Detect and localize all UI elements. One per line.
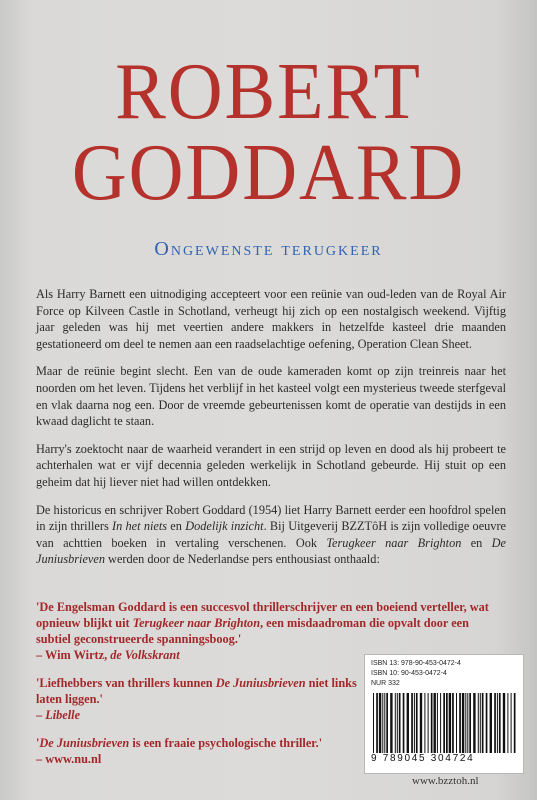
barcode-bar [462,693,464,753]
blurb-paragraph-3: Harry's zoektocht naar de waarheid verandert in een strijd op leven en dood als hij probeert te achterhalen wat er vijf decennia geleden werkelijk in Schotland gebeurde. Hij stuit op een geheim dat hij liever niet had willen ontdekken. [36,441,506,489]
review-source: – Libelle [36,708,81,722]
barcode-bar [497,693,498,753]
isbn-13: ISBN 13: 978-90-453-0472-4 [371,660,461,667]
review-quote-1: 'De Engelsman Goddard is een succesvol thrillerschrijver en een boeiend verteller, wat opnieuw blijkt uit Terugkeer naar Brighton, een misdaadroman die opvalt door een subtiel geconstrueerde spanningsboog.' – Wim Wirtz, de Volkskrant [36,599,506,663]
barcode-bar [386,693,388,753]
barcode-bar [416,693,418,753]
review-quote-3: 'De Juniusbrieven is een fraaie psychologische thriller.' – www.nu.nl [36,735,506,767]
barcode-bar [403,693,405,753]
book-title: Ongewenste terugkeer [154,238,383,260]
author-bio: De historicus en schrijver Robert Goddard (1954) liet Harry Barnett eerder een hoofdrol spelen in zijn thrillers In het niets en Dodelijk inzicht. Bij Uitgeverij BZZTôH is zijn volledige oeuvre van achttien boeken in vertaling verschenen. Ook Terugkeer naar Brighton en De Juniusbrieven werden door de Nederlandse pers enthousiast onthaald: [36,502,506,567]
barcode-bar [431,693,433,753]
barcode-bar [446,693,448,753]
book-title-ref: Dodelijk inzicht [185,519,264,534]
barcode-bar [428,693,429,753]
barcode-label [365,655,523,773]
barcode-bar [424,693,425,753]
publisher-website: www.bzztoh.nl [412,775,479,787]
barcode-bar [411,693,413,753]
barcode-bar [420,693,422,753]
barcode-bar [494,693,496,753]
barcode-bar [507,693,508,753]
barcode-bar [459,693,461,753]
barcode-bar [384,693,385,753]
review-source: – www.nu.nl [36,752,102,766]
barcode-digits: 9 789045 304724 [371,753,475,764]
barcode-bar [482,693,484,753]
barcode-bar [478,693,479,753]
barcode-bar [379,693,381,753]
barcode-bar [452,693,454,753]
barcode-bar [449,693,451,753]
book-title-ref: Terugkeer naar Brighton [326,535,462,550]
book-title-ref: De Juniusbrieven [36,535,506,567]
barcode-icon [371,693,517,753]
book-title-ref: In het niets [112,519,168,534]
barcode-bar [437,693,438,753]
barcode-bar [473,693,475,753]
barcode-bar [514,693,516,753]
barcode-bar [434,693,436,753]
barcode-bar [443,693,445,753]
barcode-bar [399,693,401,753]
barcode-bar [397,693,398,753]
barcode-bar [511,693,512,753]
blurb [36,286,506,579]
barcode-bar [373,693,374,753]
blurb-paragraph-1: Als Harry Barnett een uitnodiging accepteert voor een reünie van oud-leden van de Royal Air Force op Kilveen Castle in Schotland, verheugt hij zich op een nostalgisch weekend. Vijftig jaar geleden was hij met veertien andere makkers in hetzelfde kasteel drie maanden gestationeerd om deel te nemen aan een raadselachtige oefening, Operation Clean Sheet. [36,287,506,351]
nur-code: NUR 332 [371,680,400,687]
barcode-bar [390,693,392,753]
barcode-bar [382,693,383,753]
barcode-bar [440,693,441,753]
barcode-bar [499,693,501,753]
barcode-bar [395,693,396,753]
barcode-bar [465,693,466,753]
barcode-bar [456,693,457,753]
barcode-bar [503,693,505,753]
barcode-bar [376,693,378,753]
blurb-paragraph-2: Maar de reünie begint slecht. Een van de oude kameraden komt op zijn treinreis naar het noorden om het leven. Tijdens het verblijf in het kasteel volgt een mysterieus tweede sterfgeval en vlak daarna nog een. Door de vreemde gebeurtenissen komt de operatie van destijds in een kwaad daglicht te staan. [36,364,506,429]
review-source: – Wim Wirtz, de Volkskrant [36,648,180,662]
barcode-bar [480,693,481,753]
barcode-bar [414,693,415,753]
barcode-bar [486,693,488,753]
author-last-name: GODDARD [71,129,466,217]
barcode-bar [467,693,468,753]
barcode-bar [490,693,492,753]
barcode-bar [469,693,471,753]
review-quote-2: 'Liefhebbers van thrillers kunnen De Juniusbrieven niet links laten liggen.' – Libelle [36,675,376,723]
author-first-name: ROBERT [115,48,422,136]
barcode-bar [407,693,409,753]
isbn-10: ISBN 10: 90-453-0472-4 [371,670,447,677]
